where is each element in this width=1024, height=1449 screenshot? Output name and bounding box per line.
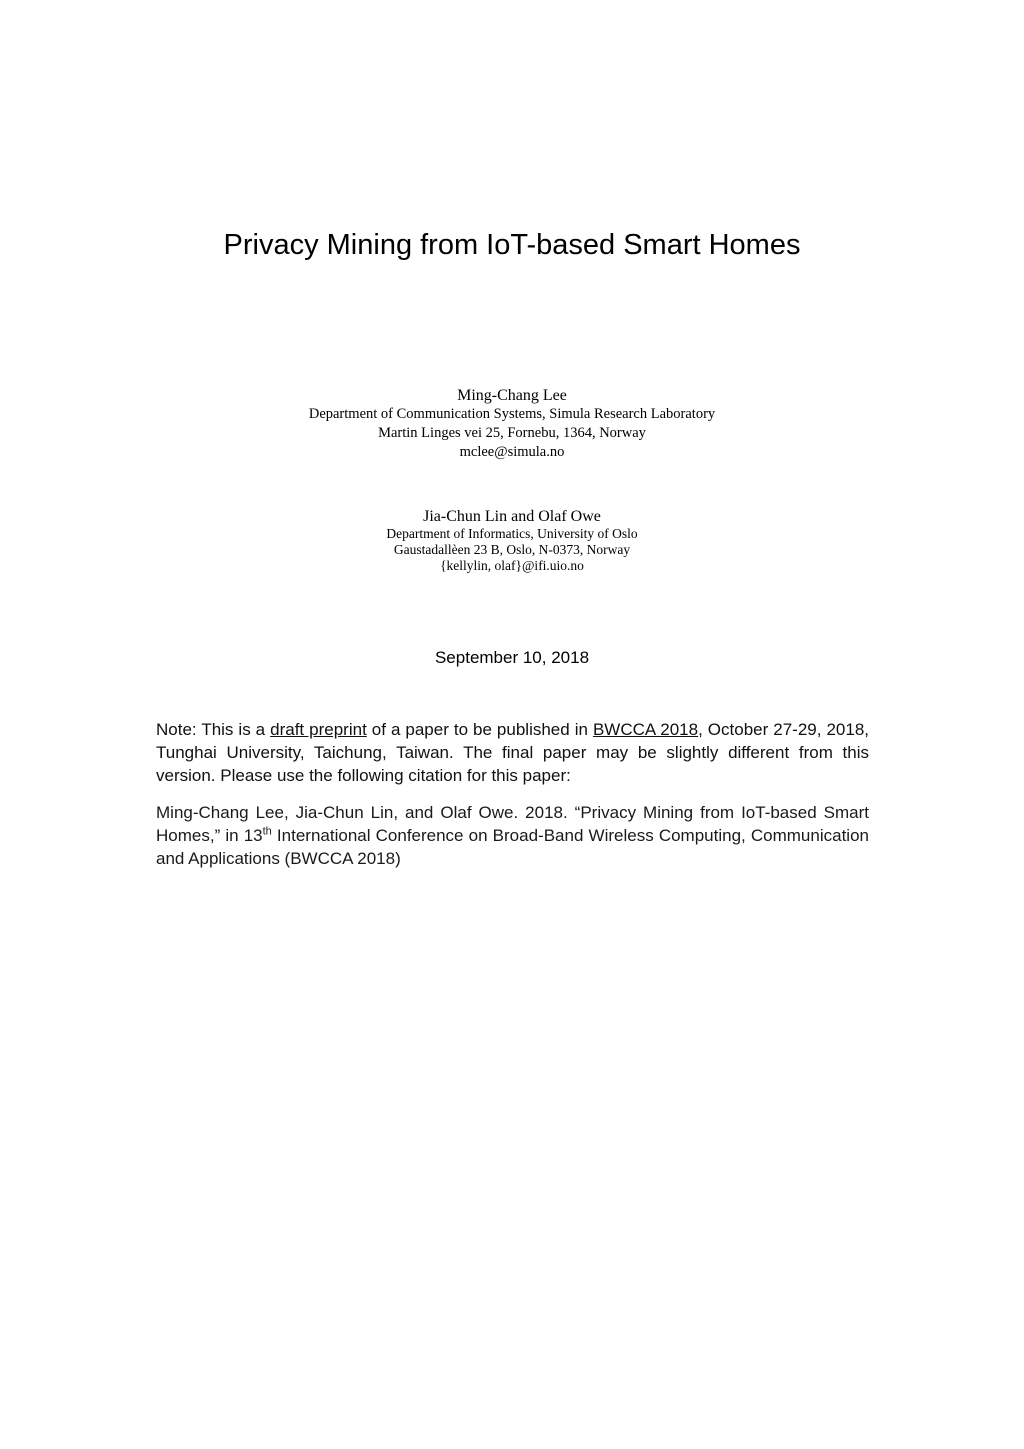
draft-preprint-link[interactable]: draft preprint (270, 720, 367, 739)
author-block-1 (0, 386, 1024, 462)
note-text-2: of a paper to be published in (366, 720, 593, 739)
citation-text-2: International Conference on Broad-Band Wireless Computing, Communication and Applications (BWCCA 2018) (156, 826, 869, 868)
citation-ordinal-suffix: th (262, 825, 272, 838)
author-address: Gaustadallèen 23 B, Oslo, N-0373, Norway (393, 542, 631, 557)
author-name: Ming-Chang Lee (457, 387, 567, 404)
author-name: Jia-Chun Lin and Olaf Owe (423, 508, 601, 525)
author-email: {kellylin, olaf}@ifi.uio.no (440, 558, 584, 573)
author-email: mclee@simula.no (459, 444, 565, 460)
note-text-3: , October 27-29, 2018, Tunghai University, Taichung, Taiwan. The final paper may be slightly different from this version. Please use the following citation for this paper: (156, 720, 870, 785)
citation-text-1: Ming-Chang Lee, Jia-Chun Lin, and Olaf Owe. 2018. “Privacy Mining from IoT-based Smart Homes,” in 13 (156, 803, 869, 845)
publication-date: September 10, 2018 (434, 648, 590, 667)
author-department: Department of Communication Systems, Simula Research Laboratory (308, 406, 716, 422)
author-department: Department of Informatics, University of Oslo (386, 526, 638, 541)
paper-title: Privacy Mining from IoT-based Smart Homes (223, 229, 801, 261)
bwcca-link[interactable]: BWCCA 2018 (592, 720, 699, 739)
citation-paragraph (156, 801, 869, 870)
author-block-2 (0, 507, 1024, 574)
note-text-1: Note: This is a (156, 720, 271, 739)
note-paragraph (156, 718, 869, 787)
author-address: Martin Linges vei 25, Fornebu, 1364, Norway (378, 425, 646, 441)
